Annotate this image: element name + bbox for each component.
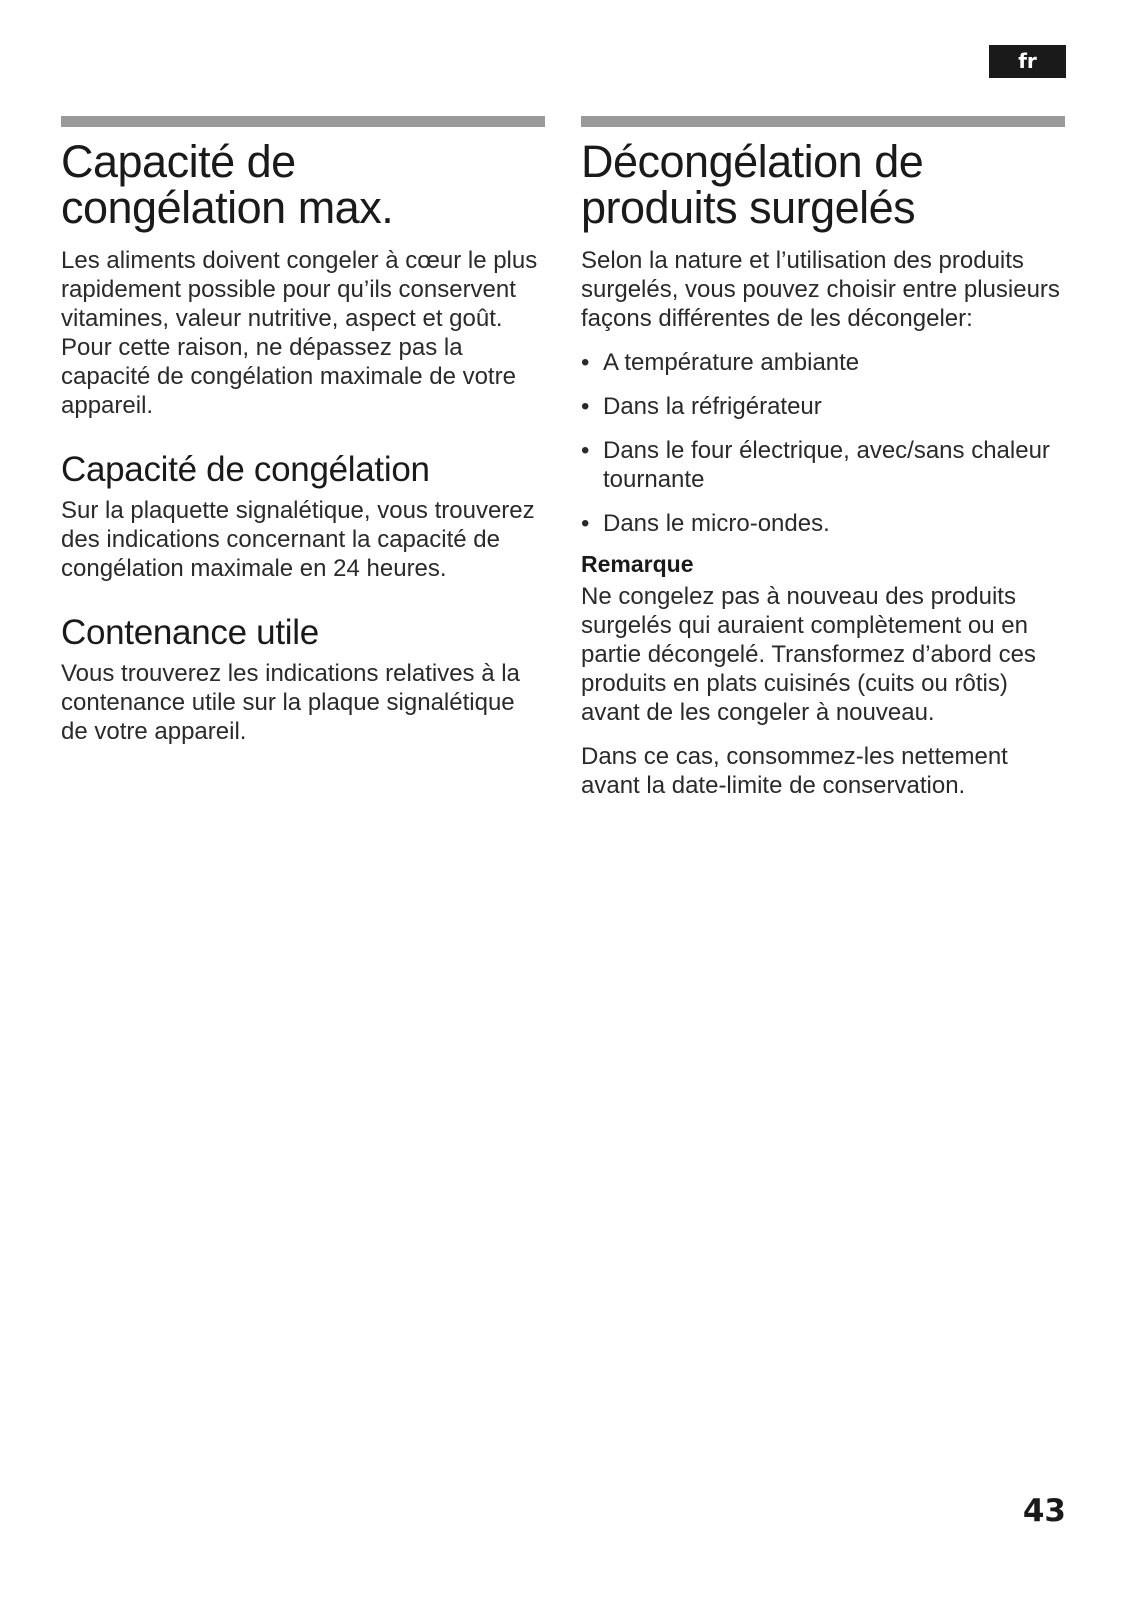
list-item — [581, 436, 1065, 494]
left-title-line1: Capacité de — [61, 136, 296, 187]
list-item-text: Dans la réfrigérateur — [603, 393, 822, 420]
right-title-line2: produits surgelés — [581, 182, 916, 233]
list-item-text: Dans le four électrique, avec/sans chaleur tournante — [603, 437, 1050, 493]
left-intro-paragraph: Les aliments doivent congeler à cœur le plus rapidement possible pour qu’ils conservent vitamines, valeur nutritive, aspect et goût. Pour cette raison, ne dépassez pas la capacité de congélation maximale de votre appareil. — [61, 247, 538, 419]
left-column — [61, 116, 545, 746]
useful-capacity-paragraph: Vous trouverez les indications relatives à la contenance utile sur la plaque signalétique de votre appareil. — [61, 660, 520, 745]
note-paragraph: Ne congelez pas à nouveau des produits surgelés qui auraient complètement ou en partie décongelé. Transformez d’abord ces produits en plats cuisinés (cuits ou rôtis) avant de les congeler à nouveau. — [581, 583, 1036, 726]
list-item — [581, 509, 1065, 538]
thawing-methods-list — [581, 348, 1065, 538]
left-title-line2: congélation max. — [61, 182, 394, 233]
section-rule — [61, 116, 545, 127]
right-title-line1: Décongélation de — [581, 136, 924, 187]
freezing-capacity-paragraph: Sur la plaquette signalétique, vous trouverez des indications concernant la capacité de congélation maximale en 24 heures. — [61, 497, 535, 582]
useful-capacity-heading: Contenance utile — [61, 613, 319, 652]
bullet-icon: • — [581, 510, 590, 537]
freezing-capacity-heading: Capacité de congélation — [61, 450, 430, 489]
list-item-text: Dans le micro-ondes. — [603, 510, 830, 537]
left-title — [61, 136, 545, 233]
section-rule — [581, 116, 1065, 127]
right-column — [581, 116, 1065, 800]
bullet-icon: • — [581, 349, 590, 376]
note-paragraph-2: Dans ce cas, consommez-les nettement avant la date-limite de conservation. — [581, 743, 1008, 799]
right-title — [581, 136, 1065, 233]
list-item — [581, 392, 1065, 421]
list-item — [581, 348, 1065, 377]
bullet-icon: • — [581, 437, 590, 464]
note-heading: Remarque — [581, 551, 694, 577]
list-item-text: A température ambiante — [603, 349, 860, 376]
language-tab: fr — [989, 45, 1066, 78]
bullet-icon: • — [581, 393, 590, 420]
page-number: 43 — [1022, 1493, 1066, 1529]
right-intro-paragraph: Selon la nature et l’utilisation des produits surgelés, vous pouvez choisir entre plusieurs façons différentes de les décongeler: — [581, 247, 1060, 332]
